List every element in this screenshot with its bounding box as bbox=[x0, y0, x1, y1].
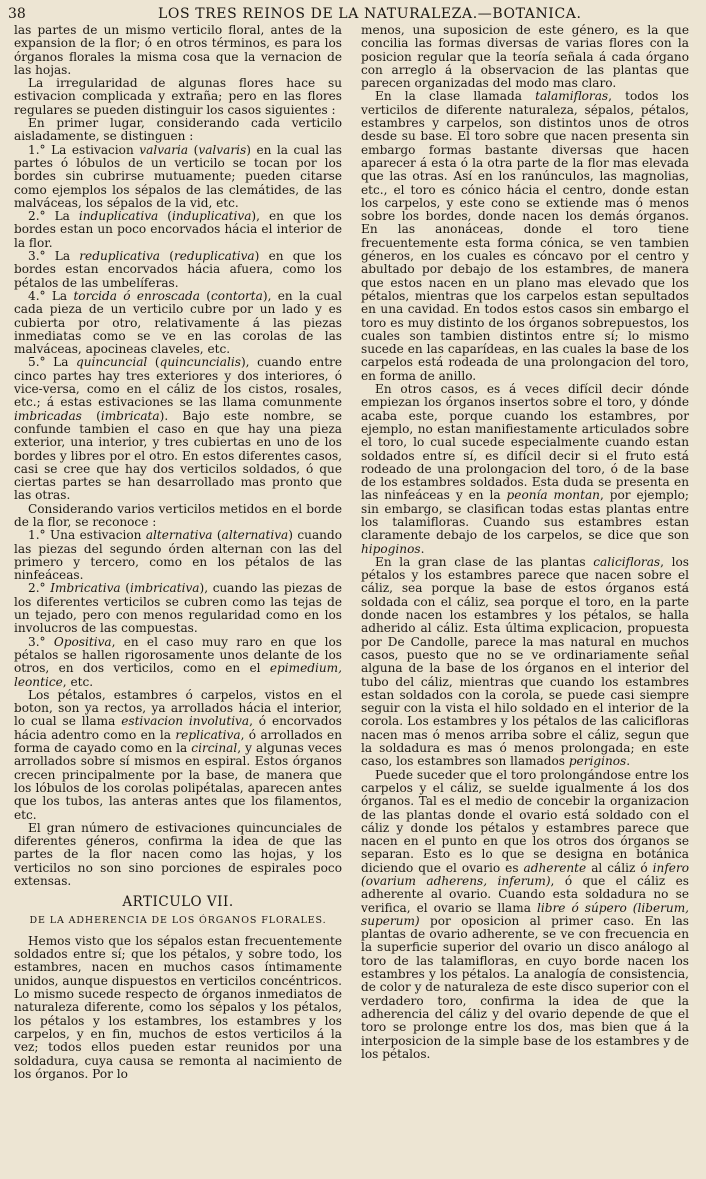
paragraph: En primer lugar, considerando cada verticilo aisladamente, se distinguen : bbox=[14, 116, 342, 144]
italic-term: alternativa bbox=[221, 528, 289, 543]
italic-term: circinal bbox=[191, 741, 238, 756]
paragraph: El gran número de estivaciones quincunciales de diferentes géneros, confirma la idea de que las partes de la flor nacen como las hojas, y los verticilos no son sino porciones de espirales poco extensas. bbox=[14, 820, 342, 888]
paragraph: 2.° Imbricativa (imbricativa), cuando las piezas de los diferentes verticilos se cubren como las tejas de un tejado, pero con menos regularidad como en los involucros de las compuestas. bbox=[14, 581, 343, 636]
article-title: ARTICULO VII. bbox=[122, 894, 234, 911]
italic-term: reduplicativa bbox=[79, 249, 160, 264]
italic-term: Opositiva bbox=[53, 634, 112, 649]
paragraph: La irregularidad de algunas flores hace su estivacion complicada y extraña; pero en las flores regulares se pueden distinguir los casos siguientes : bbox=[14, 76, 342, 117]
page-number: 38 bbox=[8, 6, 26, 22]
paragraph: 1.° Una estivacion alternativa (alternativa) cuando las piezas del segundo órden alternan con las del primero y tercero, como en los pétalos de las ninfeáceas. bbox=[14, 528, 342, 583]
italic-term: estivacion involutiva bbox=[121, 714, 250, 729]
paragraph: Los pétalos, estambres ó carpelos, vistos en el boton, son ya rectos, ya arrollados hácia el interior, lo cual se llama estivacion involutiva, ó encorvados hácia adentro como en la replicativa, ó arrollados en forma de cayado como en la circinal, y algunas veces arrollados sobre sí mismos en espiral. Estos órganos crecen principalmente por la base, de manera que los lóbulos de los corolas polipétalas, aparecen antes que los tubos, las anteras antes que los filamentos, etc. bbox=[14, 687, 342, 822]
italic-term: imbricativa bbox=[130, 581, 200, 596]
italic-term: talamifloras bbox=[535, 89, 609, 104]
italic-term: induplicativa bbox=[172, 209, 252, 224]
italic-term: quincuncial bbox=[76, 355, 148, 370]
paragraph: Hemos visto que los sépalos estan frecuentemente soldados entre sí; que los pétalos, y sobre todo, los estambres, nacen en muchos casos íntimamente unidos, aunque dispuestos en verticilos concéntricos. Lo mismo sucede respecto de órganos inmediatos de naturaleza diferente, como los sépalos y los pétalos, los pétalos y los estambres, los estambres y los carpelos, y en fin, muchos de estos verticilos á la vez; todos ellos pueden estar reunidos por una soldadura, cuya causa se remonta al nacimiento de los órganos. Por lo bbox=[14, 933, 342, 1081]
paragraph: las partes de un mismo verticilo floral, antes de la expansion de la flor; ó en otros términos, es para los órganos florales la misma cosa que la vernacion de las hojas. bbox=[14, 23, 342, 77]
paragraph: 2.° La induplicativa (induplicativa), en que los bordes estan un poco encorvados hácia el interior de la flor. bbox=[14, 209, 342, 250]
italic-term: peonía montan bbox=[506, 488, 600, 503]
running-title: LOS TRES REINOS DE LA NATURALEZA.—BOTANICA. bbox=[158, 6, 582, 22]
italic-term: alternativa bbox=[145, 528, 213, 543]
italic-term: valvaria bbox=[139, 142, 189, 157]
italic-term: infero (ovarium adherens, inferum) bbox=[361, 860, 690, 888]
italic-term: libre ó súpero (liberum, superum) bbox=[361, 900, 690, 928]
italic-term: Imbricativa bbox=[50, 581, 121, 596]
right-column bbox=[361, 24, 689, 1061]
paragraph: En la gran clase de las plantas calicifloras, los pétalos y los estambres parece que nacen sobre el cáliz, sea porque la base de estos órganos está soldada con el cáliz, sea porque el toro, en la parte donde nacen los estambres y los pétalos, se halla adherido al cáliz. Esta última explicacion, propuesta por De Candolle, parece la mas natural en muchos casos, puesto que no se ve ordinariamente señal alguna de la base de los órganos en el interior del tubo del cáliz, mientras que cuando los estambres estan soldados con la corola, se puede casi siempre seguir con la vista el hilo soldado en el interior de la corola. Los estambres y los pétalos de las calicifloras nacen mas ó menos arriba sobre el cáliz, segun que la soldadura es mas ó menos prolongada; en este caso, los estambres son llamados periginos. bbox=[361, 554, 689, 769]
paragraph: 3.° Opositiva, en el caso muy raro en que los pétalos se hallen rigorosamente unos delante de los otros, en dos verticilos, como en el epimedium, leontice, etc. bbox=[14, 634, 343, 689]
italic-term: valvaris bbox=[198, 142, 247, 157]
italic-term: contorta bbox=[211, 288, 263, 303]
paragraph: Considerando varios verticilos metidos en el borde de la flor, se reconoce : bbox=[14, 501, 342, 529]
paragraph: Puede suceder que el toro prolongándose entre los carpelos y el cáliz, se suelde igualmente á los dos órganos. Tal es el medio de concebir la organizacion de las plantas donde el ovario está soldado con el cáliz y donde los pétalos y estambres parece que nacen en el punto en que los otros dos órganos se separan. Esto es lo que se designa en botánica diciendo que el ovario es adherente al cáliz ó infero (ovarium adherens, inferum), ó que el cáliz es adherente al ovario. Cuando esta soldadura no se verifica, el ovario se llama libre ó súpero (liberum, superum) por oposicion al primer caso. En las plantas de ovario adherente, se ve con frecuencia en la superficie superior del ovario un disco análogo al toro de las talamifloras, en cuyo borde nacen los estambres y los pétalos. La analogía de consistencia, de color y de naturaleza de este disco superior con el verdadero toro, confirma la idea de que la adherencia del cáliz y del ovario depende de que el toro se prolonge entre los dos, mas bien que á la interposicion de la simple base de los estambres y de los pétalos. bbox=[361, 767, 690, 1061]
left-column bbox=[14, 24, 342, 1081]
italic-term: hipoginos bbox=[361, 541, 421, 556]
italic-term: imbricata bbox=[100, 408, 160, 423]
italic-term: torcida ó enroscada bbox=[73, 288, 200, 303]
italic-term: periginos bbox=[568, 754, 627, 769]
paragraph: 4.° La torcida ó enroscada (contorta), en la cual cada pieza de un verticilo cubre por un lado y es cubierta por otro, relativamente á las piezas inmediatas como se ve en las corolas de las malváceas, apocineas claveles, etc. bbox=[14, 288, 343, 357]
paragraph: 1.° La estivacion valvaria (valvaris) en la cual las partes ó lóbulos de un verticilo se tocan por los bordes sin cubrirse mutuamente; pueden citarse como ejemplos los sépalos de las clemátides, de las malváceas, los sépalos de la vid, etc. bbox=[14, 142, 343, 210]
paragraph: 5.° La quincuncial (quincuncialis), cuando entre cinco partes hay tres exteriores y dos interiores, ó vice-versa, como en el cáliz de los cistos, rosales, etc.; á estas estivaciones se las llama comunmente imbricadas (imbricata). Bajo este nombre, se confunde tambien el caso en que hay una pieza exterior, una interior, y tres cubiertas en uno de los bordes y libres por el otro. En estos diferentes casos, casi se cree que hay dos verticilos soldados, ó que ciertas partes se han desarrollado mas pronto que las otras. bbox=[14, 355, 343, 503]
italic-term: imbricadas bbox=[14, 408, 82, 423]
paragraph: En otros casos, es á veces difícil decir dónde empiezan los órganos insertos sobre el toro, y dónde acaba este, porque cuando los estambres, por ejemplo, no estan manifiestamente articulados sobre el toro, lo cual sucede especialmente cuando estan soldados entre sí, es difícil decir si el fruto está rodeado de una prolongacion del toro, ó de la base de los estambres soldados. Esta duda se presenta en las ninfeáceas y en la peonía montan, por ejemplo; sin embargo, se clasifican todas estas plantas entre los talamifloras. Cuando sus estambres estan claramente debajo de los carpelos, se dice que son hipoginos. bbox=[361, 382, 690, 556]
italic-term: replicativa bbox=[175, 727, 241, 742]
italic-term: reduplicativa bbox=[173, 249, 255, 264]
italic-term: epimedium, leontice bbox=[14, 661, 342, 689]
paragraph: menos, una suposicion de este género, es la que concilia las formas diversas de varias flores con la posicion regular que la teoría señala á cada órgano con arreglo á la observacion de las plantas que parecen organizadas del modo mas claro. bbox=[361, 23, 689, 91]
italic-term: adherente bbox=[523, 860, 587, 875]
paragraph: En la clase llamada talamifloras, todos los verticilos de diferente naturaleza, sépalos, pétalos, estambres y carpelos, son distintos unos de otros desde su base. El toro sobre que nacen presenta sin embargo formas bastante diversas que hacen aparecer á esta ó la otra parte de la flor mas elevada que las otras. Así en los ranúnculos, las magnolias, etc., el toro es cónico hácia el centro, donde estan los carpelos, y este cono se extiende mas ó menos sobre los bordes, donde nacen los demás órganos. En las anonáceas, donde el toro tiene frecuentemente esta forma cónica, se ven tambien géneros, en los cuales es cóncavo por el centro y abultado por debajo de los estambres, de manera que estos nacen en un plano mas elevado que los pétalos, mientras que los carpelos estan sepultados en una cavidad. En todos estos casos sin embargo el toro es muy distinto de los órganos sobrepuestos, los cuales son tambien distintos entre sí; lo mismo sucede en las caparídeas, en las cuales la base de los carpelos está rodeada de una prolongacion del toro, en forma de anillo. bbox=[361, 89, 689, 383]
italic-term: calicifloras bbox=[593, 554, 661, 569]
italic-term: induplicativa bbox=[78, 209, 159, 224]
italic-term: quincuncialis bbox=[159, 355, 241, 370]
section-title: DE LA ADHERENCIA DE LOS ÓRGANOS FLORALES. bbox=[29, 914, 327, 926]
paragraph: 3.° La reduplicativa (reduplicativa) en que los bordes estan encorvados hácia afuera, como los pétalos de las umbelíferas. bbox=[14, 249, 343, 290]
